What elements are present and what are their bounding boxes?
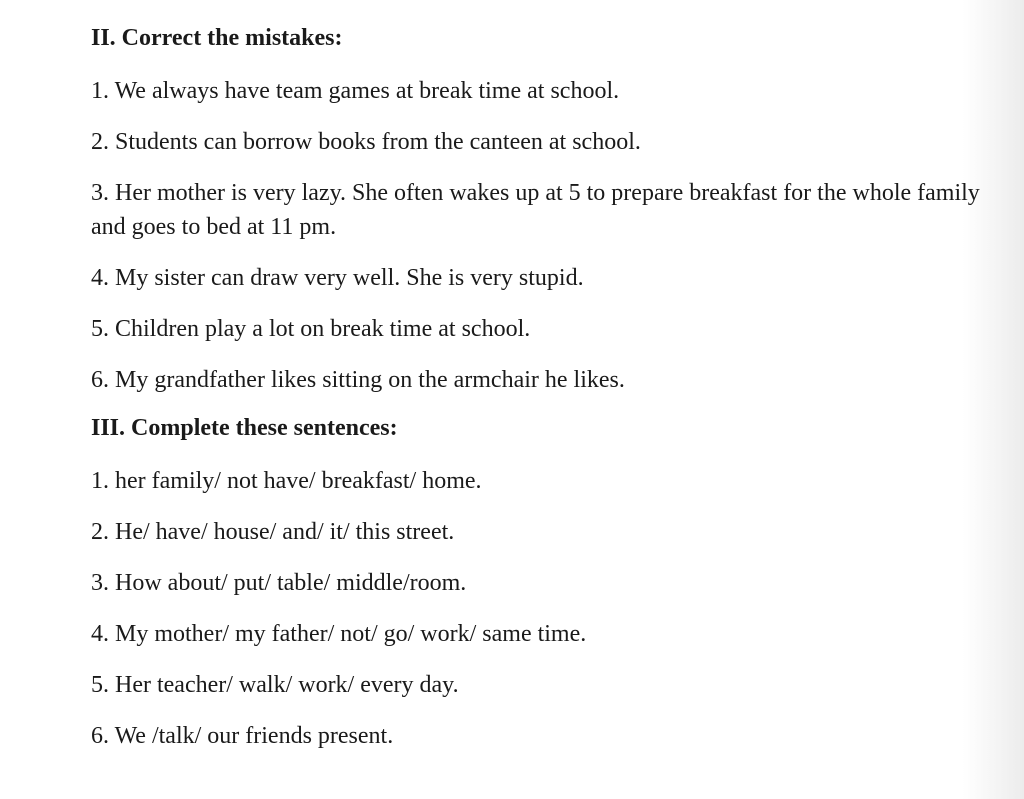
section-3-item-2: 2. He/ have/ house/ and/ it/ this street. — [91, 519, 455, 545]
section-3-item-1: 1. her family/ not have/ breakfast/ home. — [91, 468, 482, 494]
section-2-item-2: 2. Students can borrow books from the canteen at school. — [91, 129, 641, 155]
section-3-item-5: 5. Her teacher/ walk/ work/ every day. — [91, 672, 459, 698]
section-2-item-5: 5. Children play a lot on break time at school. — [91, 316, 531, 342]
section-3-item-4: 4. My mother/ my father/ not/ go/ work/ same time. — [91, 621, 587, 647]
worksheet-content — [91, 24, 991, 753]
section-2-item-6: 6. My grandfather likes sitting on the armchair he likes. — [91, 367, 625, 393]
section-2-heading: II. Correct the mistakes: — [91, 25, 343, 51]
section-3-heading: III. Complete these sentences: — [91, 415, 398, 441]
section-3-item-6: 6. We /talk/ our friends present. — [91, 723, 394, 749]
section-2-item-4: 4. My sister can draw very well. She is very stupid. — [91, 265, 584, 291]
section-3-item-3: 3. How about/ put/ table/ middle/room. — [91, 570, 467, 596]
section-2-item-1: 1. We always have team games at break time at school. — [91, 78, 620, 104]
section-2-item-3: 3. Her mother is very lazy. She often wakes up at 5 to prepare breakfast for the whole family and goes to bed at 11 pm. — [91, 180, 980, 240]
